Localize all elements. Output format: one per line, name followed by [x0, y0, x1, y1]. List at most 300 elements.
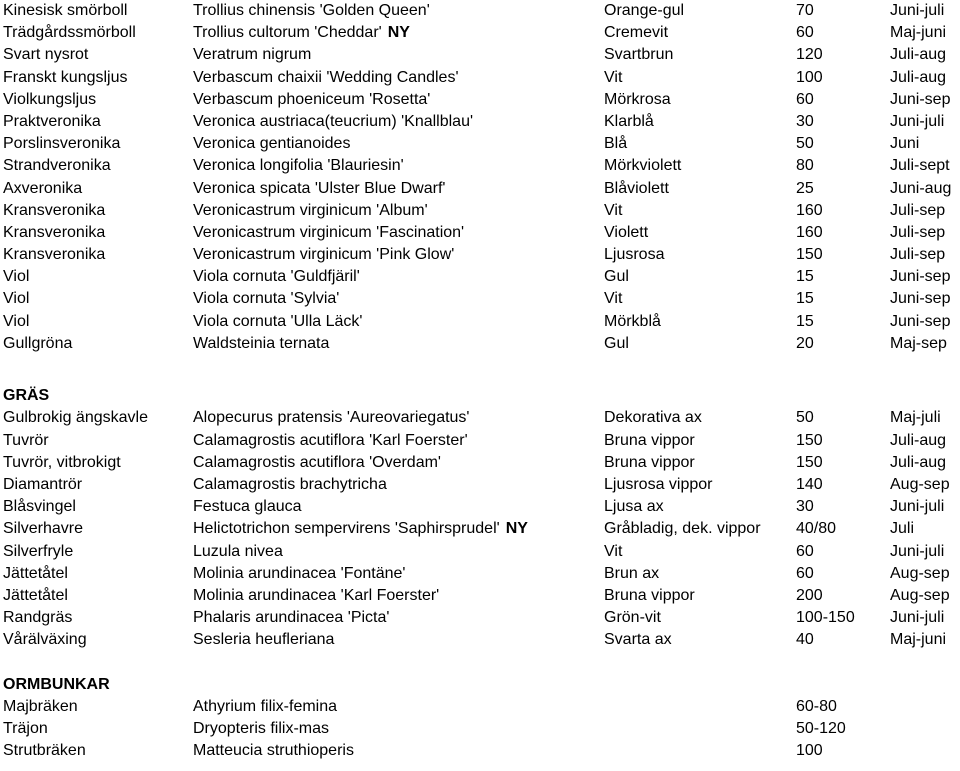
latin-name-cell: [193, 266, 360, 288]
height-cell: [796, 200, 823, 222]
latin-name-cell-text: Sesleria heufleriana: [193, 631, 335, 649]
color-cell-text: Cremevit: [604, 24, 669, 42]
color-cell-text: Brun ax: [604, 564, 660, 582]
color-cell-text: Mörkviolett: [604, 157, 682, 175]
table-row: [0, 200, 960, 222]
color-cell: [604, 89, 671, 111]
height-cell: [796, 244, 823, 266]
table-row: [0, 585, 960, 607]
latin-name-cell: [193, 718, 329, 740]
table-row: [0, 89, 960, 111]
bloom-period-cell-text: Maj-sep: [890, 334, 947, 352]
height-cell-text: 15: [796, 312, 814, 330]
common-name-cell-text: Kinesisk smörboll: [3, 2, 128, 19]
bloom-period-cell-text: Juni-juli: [890, 112, 945, 130]
common-name-cell: [3, 518, 83, 540]
height-cell-text: 80: [796, 157, 814, 175]
color-cell: [604, 44, 673, 66]
bloom-period-cell: [890, 178, 951, 200]
latin-name-cell: [193, 696, 337, 718]
common-name-cell: [3, 696, 78, 718]
bloom-period-cell: [890, 518, 914, 540]
color-cell: [604, 22, 668, 44]
common-name-cell: [3, 155, 111, 177]
common-name-cell-text: Jättetåtel: [3, 564, 68, 582]
table-row: [0, 518, 960, 540]
common-name-cell-text: Diamantrör: [3, 475, 83, 493]
latin-name-cell-text: Calamagrostis brachytricha: [193, 475, 387, 493]
color-cell: [604, 496, 664, 518]
color-cell-text: Dekorativa ax: [604, 409, 702, 427]
latin-name-cell-text: Veronica gentianoides: [193, 135, 351, 153]
latin-name-cell: [193, 518, 528, 540]
common-name-cell: [3, 67, 128, 89]
common-name-cell: [3, 430, 49, 452]
height-cell-text: 30: [796, 112, 814, 130]
common-name-cell-text: Axveronika: [3, 179, 83, 197]
height-cell-text: 100-150: [796, 609, 855, 627]
latin-name-cell: [193, 155, 404, 177]
bloom-period-cell: [890, 222, 945, 244]
color-cell: [604, 563, 659, 585]
table-row: [0, 541, 960, 563]
height-cell: [796, 585, 823, 607]
color-cell-text: Blåviolett: [604, 179, 669, 197]
bloom-period-cell-text: Juli-sept: [890, 157, 950, 175]
table-row: [0, 430, 960, 452]
table-row: [0, 22, 960, 44]
bloom-period-cell: [890, 200, 945, 222]
common-name-cell-text: Tuvrör: [3, 431, 49, 449]
bloom-period-cell: [890, 266, 950, 288]
table-row: [0, 0, 960, 22]
latin-name-cell-text: Veronicastrum virginicum 'Pink Glow': [193, 246, 455, 264]
latin-name-cell-text: Trollius chinensis 'Golden Queen': [193, 2, 430, 19]
common-name-cell: [3, 44, 88, 66]
color-cell: [604, 155, 681, 177]
color-cell: [604, 333, 629, 355]
table-row: [0, 452, 960, 474]
common-name-cell-text: Silverfryle: [3, 542, 74, 560]
common-name-cell-text: Silverhavre: [3, 520, 84, 538]
height-cell: [796, 541, 814, 563]
latin-name-cell-text: Molinia arundinacea 'Fontäne': [193, 564, 406, 582]
common-name-cell-text: Träjon: [3, 720, 48, 737]
common-name-cell: [3, 222, 105, 244]
latin-name-cell: [193, 133, 350, 155]
color-cell: [604, 0, 684, 22]
height-cell: [796, 407, 814, 429]
common-name-cell: [3, 585, 68, 607]
color-cell: [604, 629, 672, 651]
height-cell: [796, 430, 823, 452]
color-cell: [604, 200, 622, 222]
height-cell-text: 50: [796, 135, 814, 153]
bloom-period-cell-text: Juni-juli: [890, 542, 945, 560]
latin-name-cell-text: Veronica spicata 'Ulster Blue Dwarf': [193, 179, 446, 197]
spacer-row: [0, 355, 960, 377]
common-name-cell: [3, 89, 96, 111]
bloom-period-cell: [890, 0, 944, 22]
height-cell: [796, 718, 846, 740]
table-row: [0, 178, 960, 200]
common-name-cell-text: Tuvrör, vitbrokigt: [3, 453, 121, 471]
common-name-cell: [3, 333, 72, 355]
latin-name-cell-text: Phalaris arundinacea 'Picta': [193, 609, 390, 627]
bloom-period-cell: [890, 563, 950, 585]
height-cell-text: 100: [796, 742, 823, 760]
bloom-period-cell: [890, 311, 950, 333]
color-cell-text: Grön-vit: [604, 609, 661, 627]
color-cell-text: Bruna vippor: [604, 586, 695, 604]
color-cell-text: Orange-gul: [604, 2, 685, 19]
height-cell-text: 60: [796, 564, 814, 582]
latin-name-cell-text: Trollius cultorum 'Cheddar': [193, 24, 382, 42]
bloom-period-cell: [890, 111, 944, 133]
color-cell-text: Svartbrun: [604, 46, 674, 64]
height-cell-text: 60: [796, 90, 814, 108]
color-cell: [604, 111, 654, 133]
latin-name-cell-text: Veronicastrum virginicum 'Fascination': [193, 223, 465, 241]
table-row: [0, 111, 960, 133]
common-name-cell: [3, 607, 72, 629]
height-cell: [796, 629, 814, 651]
height-cell-text: 50-120: [796, 720, 846, 737]
height-cell: [796, 740, 823, 762]
color-cell-text: Vit: [604, 68, 623, 86]
color-cell: [604, 407, 702, 429]
height-cell-text: 150: [796, 246, 823, 264]
bloom-period-cell-text: Maj-juli: [890, 409, 941, 427]
bloom-period-cell-text: Juli-aug: [890, 46, 947, 64]
common-name-cell-text: Vårälväxing: [3, 631, 87, 649]
bloom-period-cell-text: Juni-juli: [890, 609, 945, 627]
table-row: [0, 740, 960, 762]
gras-section: [0, 407, 960, 651]
spacer-row: [0, 651, 960, 673]
bloom-period-cell: [890, 89, 950, 111]
latin-name-cell: [193, 740, 354, 762]
color-cell: [604, 266, 629, 288]
latin-name-cell-text: Helictotrichon sempervirens 'Saphirsprudel': [193, 520, 500, 538]
height-cell-text: 60: [796, 24, 814, 42]
latin-name-cell-text: Verbascum phoeniceum 'Rosetta': [193, 90, 431, 108]
color-cell: [604, 178, 669, 200]
bloom-period-cell-text: Juli-aug: [890, 453, 947, 471]
height-cell-text: 40/80: [796, 520, 837, 538]
color-cell: [604, 288, 622, 310]
height-cell: [796, 474, 823, 496]
latin-name-cell: [193, 0, 430, 22]
color-cell: [604, 474, 713, 496]
bloom-period-cell: [890, 22, 946, 44]
new-badge: NY: [387, 24, 410, 42]
table-row: [0, 718, 960, 740]
table-row: [0, 407, 960, 429]
color-cell-text: Vit: [604, 201, 623, 219]
bloom-period-cell: [890, 629, 946, 651]
color-cell-text: Ljusa ax: [604, 498, 664, 516]
latin-name-cell: [193, 44, 311, 66]
bloom-period-cell-text: Juni-sep: [890, 312, 951, 330]
common-name-cell: [3, 718, 48, 740]
color-cell: [604, 222, 648, 244]
color-cell: [604, 607, 661, 629]
height-cell-text: 30: [796, 498, 814, 516]
bloom-period-cell-text: Juni-juli: [890, 498, 945, 516]
bloom-period-cell-text: Maj-juni: [890, 24, 947, 42]
color-cell: [604, 541, 622, 563]
common-name-cell-text: Franskt kungsljus: [3, 68, 128, 86]
color-cell-text: Svarta ax: [604, 631, 672, 649]
color-cell: [604, 585, 695, 607]
latin-name-cell: [193, 89, 430, 111]
bloom-period-cell-text: Juni-juli: [890, 2, 945, 19]
table-row: [0, 244, 960, 266]
bloom-period-cell: [890, 288, 950, 310]
latin-name-cell: [193, 407, 469, 429]
height-cell-text: 150: [796, 453, 823, 471]
bloom-period-cell-text: Juli-aug: [890, 68, 947, 86]
bloom-period-cell: [890, 244, 945, 266]
table-row: [0, 474, 960, 496]
common-name-cell: [3, 311, 29, 333]
bloom-period-cell: [890, 430, 946, 452]
bloom-period-cell-text: Aug-sep: [890, 586, 950, 604]
bloom-period-cell: [890, 333, 947, 355]
latin-name-cell: [193, 563, 405, 585]
table-row: [0, 222, 960, 244]
ormbunkar-section: [0, 696, 960, 763]
common-name-cell: [3, 178, 82, 200]
common-name-cell: [3, 0, 127, 22]
bloom-period-cell-text: Juni-sep: [890, 268, 951, 286]
height-cell-text: 160: [796, 223, 823, 241]
table-row: [0, 67, 960, 89]
height-cell-text: 140: [796, 475, 823, 493]
table-row: [0, 44, 960, 66]
common-name-cell: [3, 133, 120, 155]
common-name-cell-text: Kransveronika: [3, 201, 106, 219]
color-cell-text: Violett: [604, 223, 649, 241]
latin-name-cell-text: Viola cornuta 'Sylvia': [193, 290, 340, 308]
table-row: [0, 629, 960, 651]
latin-name-cell-text: Veronica longifolia 'Blauriesin': [193, 157, 404, 175]
height-cell: [796, 67, 823, 89]
height-cell-text: 200: [796, 586, 823, 604]
height-cell: [796, 155, 814, 177]
height-cell: [796, 133, 814, 155]
latin-name-cell-text: Luzula nivea: [193, 542, 283, 560]
common-name-cell-text: Viol: [3, 312, 30, 330]
latin-name-cell: [193, 311, 362, 333]
color-cell-text: Ljusrosa vippor: [604, 475, 713, 493]
latin-name-cell-text: Dryopteris filix-mas: [193, 720, 330, 737]
height-cell-text: 70: [796, 2, 814, 19]
height-cell: [796, 333, 814, 355]
latin-name-cell: [193, 607, 389, 629]
height-cell: [796, 222, 823, 244]
color-cell-text: Gråbladig, dek. vippor: [604, 520, 761, 538]
bloom-period-cell-text: Aug-sep: [890, 564, 950, 582]
latin-name-cell-text: Matteucia struthioperis: [193, 742, 354, 760]
latin-name-cell-text: Calamagrostis acutiflora 'Karl Foerster': [193, 431, 468, 449]
common-name-cell-text: Viol: [3, 290, 30, 308]
common-name-cell: [3, 407, 148, 429]
table-row: [0, 607, 960, 629]
latin-name-cell-text: Veronicastrum virginicum 'Album': [193, 201, 428, 219]
height-cell: [796, 288, 814, 310]
new-badge: NY: [505, 520, 528, 538]
height-cell-text: 150: [796, 431, 823, 449]
height-cell: [796, 607, 855, 629]
table-row: [0, 563, 960, 585]
common-name-cell: [3, 452, 121, 474]
bloom-period-cell-text: Juli-sep: [890, 223, 946, 241]
latin-name-cell-text: Viola cornuta 'Ulla Läck': [193, 312, 363, 330]
latin-name-cell: [193, 111, 473, 133]
common-name-cell: [3, 22, 136, 44]
height-cell-text: 160: [796, 201, 823, 219]
common-name-cell: [3, 629, 87, 651]
common-name-cell-text: Svart nysrot: [3, 46, 89, 64]
common-name-cell-text: Strandveronika: [3, 157, 111, 175]
common-name-cell-text: Kransveronika: [3, 246, 106, 264]
color-cell-text: Vit: [604, 542, 623, 560]
bloom-period-cell-text: Juni: [890, 135, 920, 153]
height-cell: [796, 518, 836, 540]
bloom-period-cell-text: Juli-sep: [890, 201, 946, 219]
latin-name-cell: [193, 430, 468, 452]
color-cell-text: Mörkrosa: [604, 90, 671, 108]
common-name-cell: [3, 266, 29, 288]
latin-name-cell: [193, 22, 410, 44]
latin-name-cell: [193, 67, 459, 89]
latin-name-cell-text: Verbascum chaixii 'Wedding Candles': [193, 68, 459, 86]
height-cell: [796, 44, 823, 66]
height-cell: [796, 496, 814, 518]
latin-name-cell-text: Calamagrostis acutiflora 'Overdam': [193, 453, 441, 471]
color-cell: [604, 430, 695, 452]
latin-name-cell-text: Alopecurus pratensis 'Aureovariegatus': [193, 409, 470, 427]
latin-name-cell-text: Viola cornuta 'Guldfjäril': [193, 268, 360, 286]
common-name-cell-text: Violkungsljus: [3, 90, 97, 108]
common-name-cell-text: Trädgårdssmörboll: [3, 24, 136, 42]
color-cell-text: Klarblå: [604, 112, 654, 130]
perennials-section: [0, 0, 960, 355]
height-cell: [796, 111, 814, 133]
common-name-cell-text: Strutbräken: [3, 742, 86, 760]
latin-name-cell-text: Veronica austriaca(teucrium) 'Knallblau': [193, 112, 474, 130]
bloom-period-cell: [890, 44, 946, 66]
table-row: [0, 496, 960, 518]
common-name-cell: [3, 541, 73, 563]
color-cell-text: Bruna vippor: [604, 431, 695, 449]
color-cell: [604, 311, 661, 333]
color-cell: [604, 244, 664, 266]
common-name-cell: [3, 496, 76, 518]
bloom-period-cell: [890, 155, 950, 177]
latin-name-cell: [193, 288, 339, 310]
bloom-period-cell: [890, 607, 944, 629]
bloom-period-cell-text: Aug-sep: [890, 475, 950, 493]
common-name-cell-text: Kransveronika: [3, 223, 106, 241]
common-name-cell: [3, 288, 29, 310]
color-cell-text: Gul: [604, 334, 629, 352]
table-row: [0, 288, 960, 310]
common-name-cell: [3, 200, 105, 222]
section-heading-text: GRÄS: [3, 387, 50, 405]
common-name-cell-text: Viol: [3, 268, 30, 286]
table-row: [0, 696, 960, 718]
height-cell: [796, 696, 837, 718]
bloom-period-cell: [890, 474, 950, 496]
bloom-period-cell: [890, 452, 946, 474]
table-row: [0, 333, 960, 355]
latin-name-cell: [193, 496, 302, 518]
latin-name-cell: [193, 629, 334, 651]
height-cell-text: 120: [796, 46, 823, 64]
color-cell-text: Bruna vippor: [604, 453, 695, 471]
section-heading-text: ORMBUNKAR: [3, 675, 110, 693]
height-cell-text: 25: [796, 179, 814, 197]
latin-name-cell: [193, 452, 441, 474]
common-name-cell: [3, 740, 86, 762]
bloom-period-cell: [890, 541, 944, 563]
height-cell-text: 100: [796, 68, 823, 86]
common-name-cell-text: Randgräs: [3, 609, 73, 627]
latin-name-cell-text: Athyrium filix-femina: [193, 697, 338, 715]
latin-name-cell: [193, 244, 454, 266]
height-cell: [796, 452, 823, 474]
table-row: [0, 266, 960, 288]
latin-name-cell: [193, 333, 329, 355]
table-row: [0, 311, 960, 333]
latin-name-cell-text: Molinia arundinacea 'Karl Foerster': [193, 586, 440, 604]
latin-name-cell: [193, 200, 428, 222]
common-name-cell-text: Porslinsveronika: [3, 135, 121, 153]
latin-name-cell: [193, 541, 283, 563]
bloom-period-cell: [890, 133, 919, 155]
bloom-period-cell-text: Maj-juni: [890, 631, 947, 649]
color-cell: [604, 452, 695, 474]
color-cell-text: Gul: [604, 268, 629, 286]
common-name-cell-text: Majbräken: [3, 697, 78, 715]
bloom-period-cell-text: Juni-aug: [890, 179, 952, 197]
color-cell-text: Blå: [604, 135, 628, 153]
bloom-period-cell: [890, 67, 946, 89]
height-cell: [796, 89, 814, 111]
color-cell: [604, 133, 627, 155]
common-name-cell: [3, 111, 101, 133]
bloom-period-cell: [890, 407, 941, 429]
latin-name-cell: [193, 178, 445, 200]
height-cell: [796, 0, 814, 22]
color-cell: [604, 67, 622, 89]
height-cell: [796, 311, 814, 333]
height-cell: [796, 178, 814, 200]
color-cell-text: Vit: [604, 290, 623, 308]
latin-name-cell-text: Waldsteinia ternata: [193, 334, 330, 352]
common-name-cell: [3, 474, 82, 496]
section-heading-ormbunkar: [0, 674, 960, 696]
height-cell: [796, 22, 814, 44]
latin-name-cell-text: Festuca glauca: [193, 498, 302, 516]
latin-name-cell: [193, 474, 387, 496]
height-cell-text: 60-80: [796, 697, 837, 715]
bloom-period-cell-text: Juni-sep: [890, 90, 951, 108]
latin-name-cell: [193, 222, 464, 244]
